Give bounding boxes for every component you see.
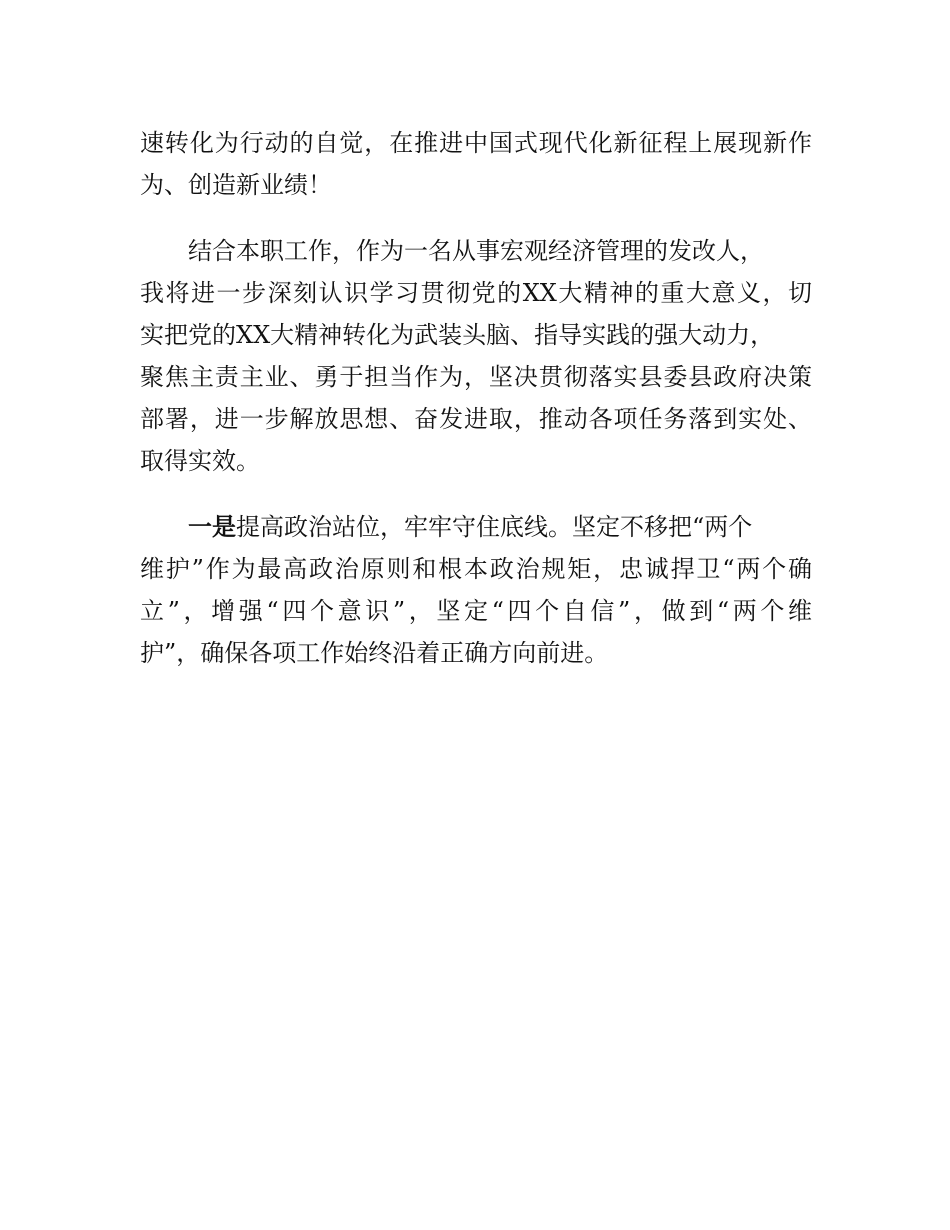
text-line: [140, 506, 812, 548]
paragraph-conclusion: [140, 122, 812, 206]
text-line: 护”，确保各项工作始终沿着正确方向前进。: [140, 639, 609, 667]
text-line: 为、创造新业绩！: [140, 171, 332, 199]
text-line: 取得实效。: [140, 447, 260, 475]
text-line: 我将进一步深刻认识学习贯彻党的XX大精神的重大意义，切: [140, 279, 812, 307]
document-body: [140, 122, 812, 674]
text-line: 聚焦主责主业、勇于担当作为，坚决贯彻落实县委县政府决策: [140, 363, 812, 391]
point-text: 提高政治站位，牢牢守住底线。坚定不移把“两个: [236, 513, 753, 541]
text-line: 部署，进一步解放思想、奋发进取，推动各项任务落到实处、: [140, 405, 812, 433]
paragraph-commitment: [140, 230, 812, 482]
text-line: 实把党的XX大精神转化为武装头脑、指导实践的强大动力，: [140, 321, 775, 349]
point-lead: 一是: [188, 512, 236, 541]
text-line: 立”，增强“四个意识”，坚定“四个自信”，做到“两个维: [140, 597, 812, 625]
text-line: 结合本职工作，作为一名从事宏观经济管理的发改人，: [140, 237, 764, 265]
paragraph-spacing: [140, 206, 812, 230]
text-line: 维护”作为最高政治原则和根本政治规矩，忠诚捍卫“两个确: [140, 555, 812, 583]
text-line: 速转化为行动的自觉，在推进中国式现代化新征程上展现新作: [140, 129, 812, 157]
paragraph-spacing: [140, 482, 812, 506]
paragraph-point-one: [140, 506, 812, 674]
